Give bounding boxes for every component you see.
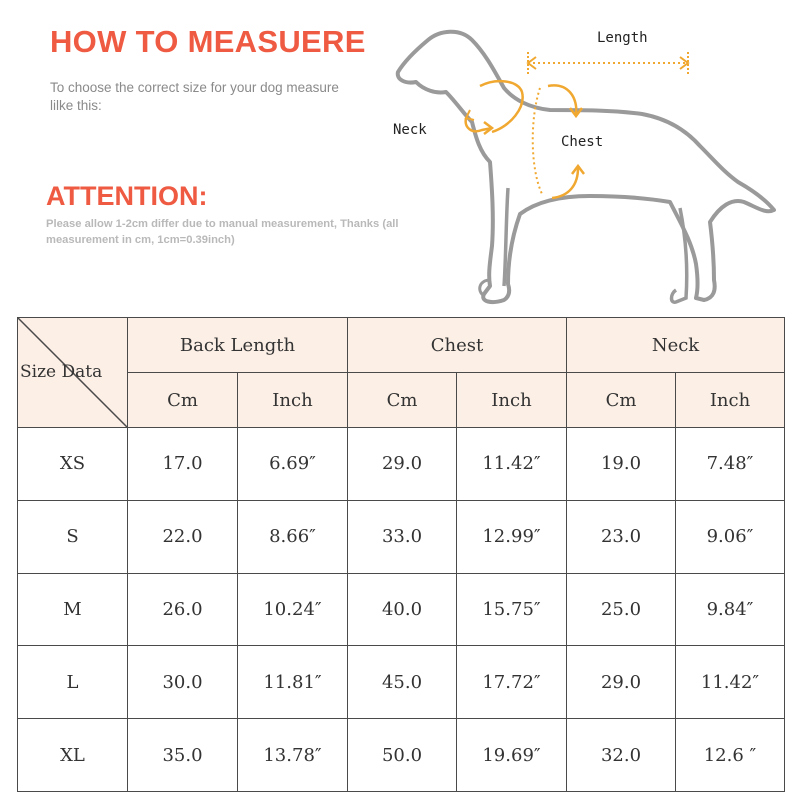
dog-illustration xyxy=(380,18,780,314)
length-label: Length xyxy=(597,30,648,46)
value-cell: 26.0 xyxy=(128,573,238,646)
value-cell: 19.0 xyxy=(567,428,676,501)
attention-heading: ATTENTION: xyxy=(46,181,208,211)
table-row xyxy=(18,428,785,501)
value-cell: 15.75″ xyxy=(457,573,567,646)
value-cell: 22.0 xyxy=(128,500,238,573)
table-row xyxy=(18,500,785,573)
attention-note: Please allow 1-2cm differ due to manual measurement, Thanks (all measurement in cm, 1cm=0.39inch) xyxy=(46,218,399,246)
intro-text: To choose the correct size for your dog measure lilke this: xyxy=(50,80,339,113)
header-row-groups xyxy=(18,318,785,373)
value-cell: 45.0 xyxy=(348,646,457,719)
value-cell: 9.06″ xyxy=(676,500,785,573)
value-cell: 8.66″ xyxy=(238,500,348,573)
size-cell: L xyxy=(18,646,128,719)
size-cell: S xyxy=(18,500,128,573)
value-cell: 50.0 xyxy=(348,719,457,792)
value-cell: 25.0 xyxy=(567,573,676,646)
value-cell: 29.0 xyxy=(348,428,457,501)
unit-header: Inch xyxy=(676,373,785,428)
value-cell: 11.42″ xyxy=(676,646,785,719)
value-cell: 33.0 xyxy=(348,500,457,573)
value-cell: 13.78″ xyxy=(238,719,348,792)
header-row-units xyxy=(18,373,785,428)
value-cell: 11.81″ xyxy=(238,646,348,719)
value-cell: 17.0 xyxy=(128,428,238,501)
unit-header: Inch xyxy=(238,373,348,428)
dog-outline xyxy=(398,32,774,302)
unit-header: Cm xyxy=(348,373,457,428)
table-row xyxy=(18,646,785,719)
table-row xyxy=(18,573,785,646)
value-cell: 12.6 ″ xyxy=(676,719,785,792)
value-cell: 7.48″ xyxy=(676,428,785,501)
value-cell: 6.69″ xyxy=(238,428,348,501)
group-header-chest: Chest xyxy=(348,318,567,373)
value-cell: 17.72″ xyxy=(457,646,567,719)
unit-header: Inch xyxy=(457,373,567,428)
group-header-back-length: Back Length xyxy=(128,318,348,373)
value-cell: 12.99″ xyxy=(457,500,567,573)
value-cell: 32.0 xyxy=(567,719,676,792)
value-cell: 35.0 xyxy=(128,719,238,792)
unit-header: Cm xyxy=(128,373,238,428)
value-cell: 10.24″ xyxy=(238,573,348,646)
chest-dotted xyxy=(533,88,542,194)
page-title: HOW TO MEASUERE xyxy=(50,24,366,59)
size-cell: XS xyxy=(18,428,128,501)
value-cell: 29.0 xyxy=(567,646,676,719)
unit-header: Cm xyxy=(567,373,676,428)
size-cell: M xyxy=(18,573,128,646)
value-cell: 11.42″ xyxy=(457,428,567,501)
neck-label: Neck xyxy=(393,122,427,138)
chest-label: Chest xyxy=(561,134,604,150)
corner-cell xyxy=(18,318,128,428)
size-chart-table xyxy=(17,317,785,792)
table-row xyxy=(18,719,785,792)
value-cell: 23.0 xyxy=(567,500,676,573)
value-cell: 19.69″ xyxy=(457,719,567,792)
value-cell: 9.84″ xyxy=(676,573,785,646)
group-header-neck: Neck xyxy=(567,318,785,373)
value-cell: 40.0 xyxy=(348,573,457,646)
value-cell: 30.0 xyxy=(128,646,238,719)
dog-measure-diagram xyxy=(380,18,780,314)
size-cell: XL xyxy=(18,719,128,792)
corner-label: Size Data xyxy=(20,362,103,382)
